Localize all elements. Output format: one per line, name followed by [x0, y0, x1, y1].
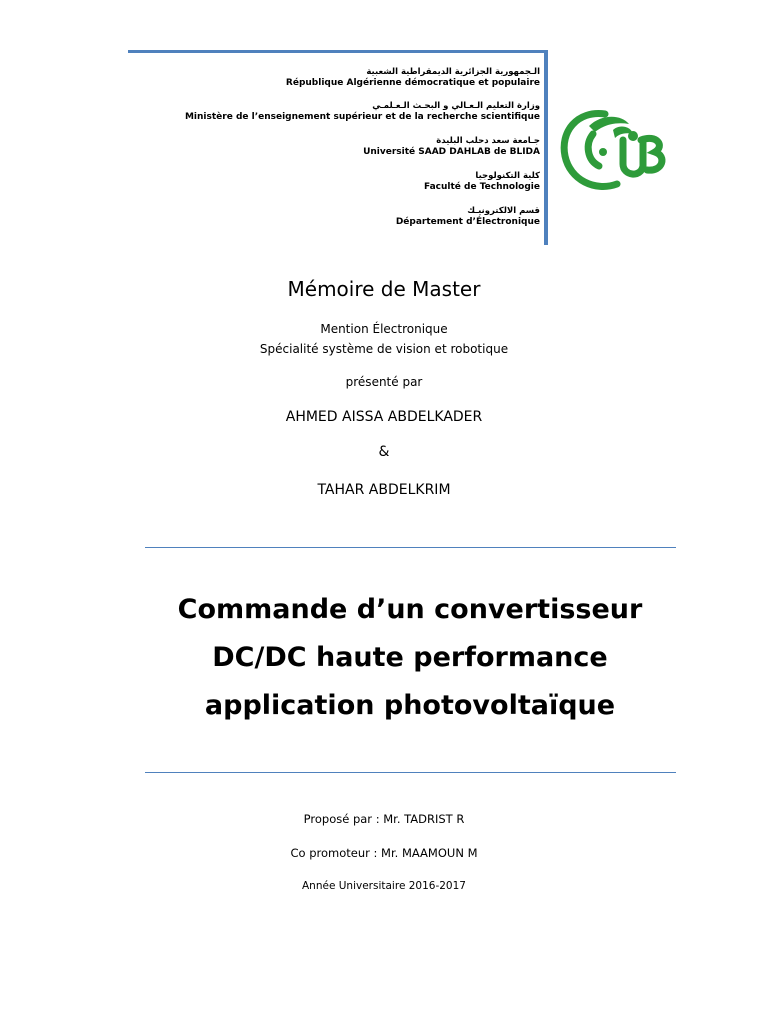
- presente-par-line: présenté par: [345, 375, 423, 389]
- institution-line: [424, 171, 540, 193]
- french-line: Université SAAD DAHLAB de BLIDA: [363, 147, 540, 157]
- institution-line: [185, 101, 540, 123]
- institution-line: [396, 206, 540, 228]
- thesis-title-line: application photovoltaïque: [204, 690, 616, 721]
- french-line: Ministère de l’enseignement supérieur et de la recherche scientifique: [184, 112, 540, 122]
- mention-line: Mention Électronique: [320, 322, 448, 336]
- institution-line: [286, 67, 540, 89]
- co-supervisor-line: Co promoteur : Mr. MAAMOUN M: [290, 846, 478, 860]
- specialite-line: Spécialité système de vision et robotique: [259, 342, 509, 356]
- arabic-line: جـامعة سعد دحلب البليدة: [436, 136, 540, 146]
- divider-bottom: [145, 772, 676, 773]
- author-name: AHMED AISSA ABDELKADER: [285, 409, 483, 425]
- supervisor-line: Proposé par : Mr. TADRIST R: [303, 812, 465, 826]
- university-logo-icon: [555, 100, 670, 200]
- thesis-title: [0, 586, 768, 730]
- arabic-line: قسم الالكترونيـك: [467, 206, 540, 216]
- arabic-line: الـجمهورية الجزائرية الديمقراطية الشعبية: [366, 67, 540, 77]
- thesis-title-line: Commande d’un convertisseur: [177, 594, 643, 625]
- document-type-title: Mémoire de Master: [287, 277, 481, 301]
- french-line: Faculté de Technologie: [423, 182, 540, 192]
- arabic-line: كلية التكنولوجيا: [475, 171, 540, 181]
- academic-year: Année Universitaire 2016-2017: [302, 880, 466, 892]
- divider-top: [145, 547, 676, 548]
- arabic-line: وزارة التعليم الـعـالي و البحـث الـعـلمـي: [372, 101, 540, 111]
- french-line: Département d’Électronique: [395, 217, 540, 227]
- ampersand: &: [378, 444, 390, 460]
- thesis-title-line: DC/DC haute performance: [212, 642, 608, 673]
- author-name: TAHAR ABDELKRIM: [317, 482, 451, 498]
- french-line: République Algérienne démocratique et populaire: [285, 78, 540, 88]
- institution-line: [363, 136, 540, 158]
